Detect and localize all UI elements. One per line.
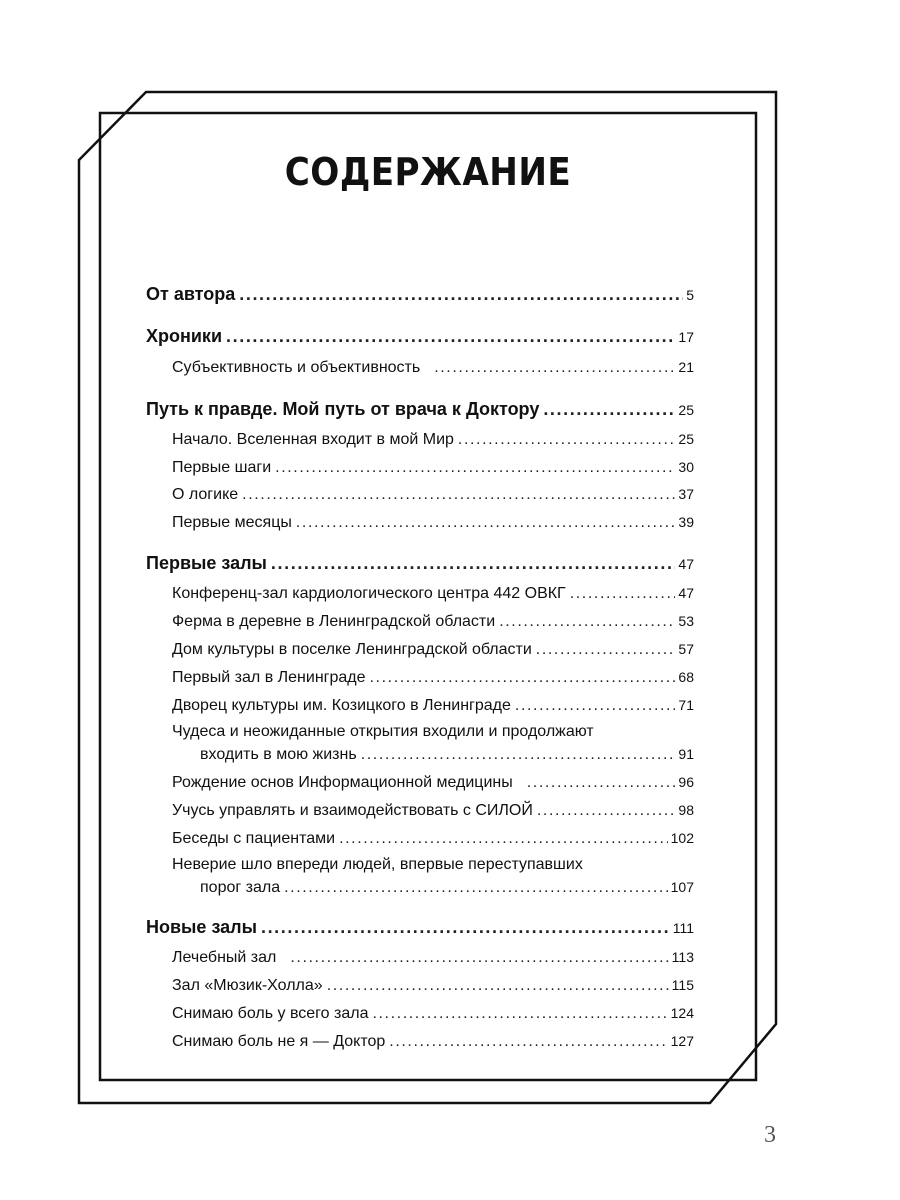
toc-entry-page: 98 [678, 802, 694, 818]
toc-subsection-entry [200, 880, 694, 896]
toc-entry-page: 91 [678, 746, 694, 762]
toc-subsection-entry [172, 698, 694, 714]
toc-entry-title: Беседы с пациентами [172, 830, 336, 847]
toc-entry-page: 96 [678, 774, 694, 790]
toc-entry-page: 47 [678, 585, 694, 601]
dot-leader [284, 880, 668, 896]
dot-leader [275, 460, 675, 476]
toc-entry-title: Новые залы [146, 917, 257, 937]
dot-leader [296, 515, 676, 531]
toc-entry-title: порог зала [200, 879, 281, 896]
toc-entry-title: От автора [146, 284, 236, 304]
toc-entry-title-first-line: Чудеса и неожиданные открытия входили и продолжают [172, 723, 594, 740]
toc-entry-title: Ферма в деревне в Ленинградской области [172, 613, 496, 630]
toc-entry-title: Дворец культуры им. Козицкого в Ленинграде [172, 697, 511, 714]
dot-leader [327, 978, 669, 994]
toc-entry-page: 102 [670, 830, 694, 846]
toc-entry-page: 21 [678, 359, 694, 375]
dot-leader [499, 614, 675, 630]
toc-section-entry [146, 327, 694, 345]
toc-subsection-entry [172, 950, 694, 966]
toc-entry-title: Путь к правде. Мой путь от врача к Доктору [146, 399, 540, 419]
dot-leader [242, 487, 675, 503]
dot-leader [370, 670, 676, 686]
dot-leader [271, 554, 676, 572]
toc-entry-page: 30 [678, 459, 694, 475]
toc-entry-title: Зал «Мюзик-Холла» [172, 977, 323, 994]
toc-entry-title: Хроники [146, 326, 223, 346]
toc-entry-page: 111 [672, 920, 694, 936]
toc-entry-title: Лечебный зал [172, 949, 277, 966]
toc-subsection-entry [172, 642, 694, 658]
toc-entry-page: 57 [678, 641, 694, 657]
toc-subsection-entry [172, 614, 694, 630]
toc-subsection-entry [172, 803, 694, 819]
toc-entry-page: 53 [678, 613, 694, 629]
toc-entry-title: Конференц-зал кардиологического центра 442 ОВКГ [172, 585, 566, 602]
toc-entry-title: входить в мою жизнь [200, 746, 357, 763]
page-number: 3 [764, 1122, 776, 1148]
toc-entry-page: 47 [678, 556, 694, 572]
toc-entry-page: 127 [670, 1033, 694, 1049]
toc-entry-page: 107 [670, 879, 694, 895]
toc-subsection-entry [172, 586, 694, 602]
dot-leader [361, 747, 676, 763]
dot-leader [537, 803, 676, 819]
dot-leader [290, 950, 668, 966]
toc-subsection-entry [172, 487, 694, 503]
toc-entry-title: О логике [172, 486, 239, 503]
toc-entry-title-first-line: Неверие шло впереди людей, впервые переступавших [172, 856, 583, 873]
dot-leader [226, 327, 675, 345]
toc-entry-page: 68 [678, 669, 694, 685]
toc-entry-title: Начало. Вселенная входит в мой Мир [172, 431, 454, 448]
toc-subsection-entry [172, 831, 694, 847]
toc-subsection-entry [172, 670, 694, 686]
toc-entry-title: Дом культуры в поселке Ленинградской области [172, 641, 532, 658]
dot-leader [434, 360, 675, 376]
toc-entry-title: Первые месяцы [172, 514, 292, 531]
dot-leader [570, 586, 676, 602]
dot-leader [389, 1034, 667, 1050]
toc-entry-page: 124 [670, 1005, 694, 1021]
toc-subsection-entry [172, 1034, 694, 1050]
toc-entry-page: 25 [678, 402, 694, 418]
page-title: СОДЕРЖАНИЕ [284, 150, 572, 194]
toc-entry-title: Снимаю боль не я — Доктор [172, 1033, 386, 1050]
toc-entry-title: Первый зал в Ленинграде [172, 669, 366, 686]
dot-leader [515, 698, 676, 714]
toc-subsection-entry [172, 360, 694, 376]
toc-subsection-entry [172, 515, 694, 531]
toc-entry-page: 5 [686, 287, 694, 303]
toc-section-entry [146, 400, 694, 418]
toc-subsection-entry [172, 432, 694, 448]
toc-subsection-entry [172, 978, 694, 994]
toc-entry-page: 37 [678, 486, 694, 502]
toc-entry-page: 25 [678, 431, 694, 447]
dot-leader [527, 775, 676, 791]
toc-entry-title: Первые шаги [172, 459, 272, 476]
toc-subsection-entry [172, 1006, 694, 1022]
dot-leader [536, 642, 676, 658]
dot-leader [239, 285, 683, 303]
toc-entry-title: Первые залы [146, 553, 267, 573]
toc-subsection-entry [200, 747, 694, 763]
toc-subsection-entry [172, 460, 694, 476]
dot-leader [458, 432, 676, 448]
dot-leader [261, 918, 670, 936]
toc-subsection-entry [172, 775, 694, 791]
toc-entry-title: Учусь управлять и взаимодействовать с СИЛОЙ [172, 802, 533, 819]
toc-entry-page: 39 [678, 514, 694, 530]
toc-section-entry [146, 285, 694, 303]
toc-section-entry [146, 554, 694, 572]
toc-entry-title: Снимаю боль у всего зала [172, 1005, 369, 1022]
toc-entry-page: 113 [671, 949, 694, 965]
toc-section-entry [146, 918, 694, 936]
toc-entry-title: Субъективность и объективность [172, 359, 421, 376]
dot-leader [543, 400, 675, 418]
toc-entry-page: 17 [678, 329, 694, 345]
toc-entry-page: 71 [678, 697, 694, 713]
dot-leader [372, 1006, 667, 1022]
dot-leader [339, 831, 668, 847]
toc-entry-title: Рождение основ Информационной медицины [172, 774, 513, 791]
toc-entry-page: 115 [671, 977, 694, 993]
